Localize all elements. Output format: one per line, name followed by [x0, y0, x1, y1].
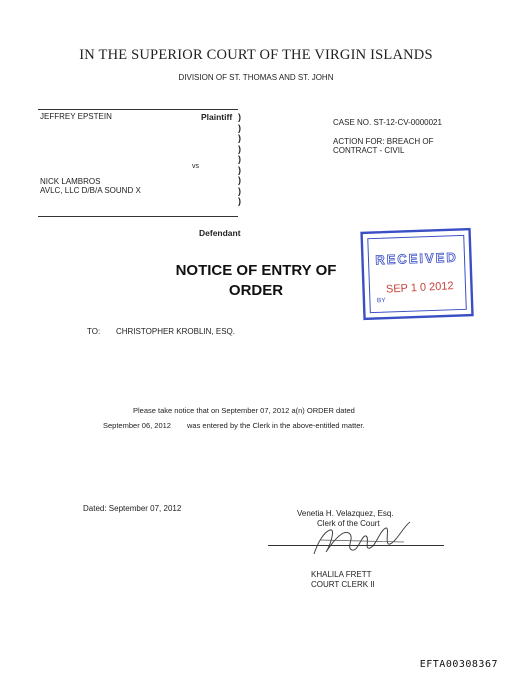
- action-for: ACTION FOR: BREACH OF: [333, 137, 434, 146]
- case-number: CASE NO. ST-12-CV-0000021: [333, 118, 442, 127]
- notice-title-line1: NOTICE OF ENTRY OF: [175, 262, 337, 279]
- recipient-name: CHRISTOPHER KROBLIN, ESQ.: [116, 327, 235, 336]
- clerk-name: Venetia H. Velazquez, Esq.: [297, 509, 394, 518]
- deputy-clerk-title: COURT CLERK II: [311, 580, 375, 589]
- defendant-company: AVLC, LLC D/B/A SOUND X: [40, 186, 141, 195]
- caption-parentheses: ) ) ) ) ) ) ) ) ): [238, 112, 241, 206]
- stamp-date: SEP 1 0 2012: [385, 280, 454, 296]
- division-name: DIVISION OF ST. THOMAS AND ST. JOHN: [178, 73, 334, 82]
- deputy-clerk-name: KHALILA FRETT: [311, 570, 372, 579]
- clerk-title: Clerk of the Court: [317, 519, 380, 528]
- defendant-label: Defendant: [199, 228, 241, 238]
- plaintiff-label: Plaintiff: [201, 112, 233, 122]
- caption-top-rule: [38, 109, 238, 110]
- order-date: September 06, 2012: [103, 421, 171, 430]
- court-title: IN THE SUPERIOR COURT OF THE VIRGIN ISLANDS: [79, 47, 433, 63]
- defendant-name: NICK LAMBROS: [40, 177, 101, 186]
- clerk-signature: [300, 512, 420, 562]
- notice-title-line2: ORDER: [228, 282, 284, 299]
- dated-line: Dated: September 07, 2012: [83, 504, 182, 513]
- action-type: CONTRACT - CIVIL: [333, 146, 405, 155]
- caption-bottom-rule: [38, 216, 238, 217]
- stamp-by-label: BY: [376, 297, 386, 305]
- versus-label: vs: [192, 163, 199, 170]
- received-stamp: [357, 225, 477, 322]
- signature-rule: [268, 545, 444, 546]
- stamp-received-text: RECEIVED: [375, 249, 458, 268]
- to-label: TO:: [87, 327, 101, 336]
- notice-body-line2: was entered by the Clerk in the above-entitled matter.: [187, 421, 365, 430]
- plaintiff-name: JEFFREY EPSTEIN: [40, 112, 112, 121]
- notice-body-line1: Please take notice that on September 07, 2012 a(n) ORDER dated: [133, 406, 355, 415]
- bates-number: EFTA00308367: [419, 659, 498, 670]
